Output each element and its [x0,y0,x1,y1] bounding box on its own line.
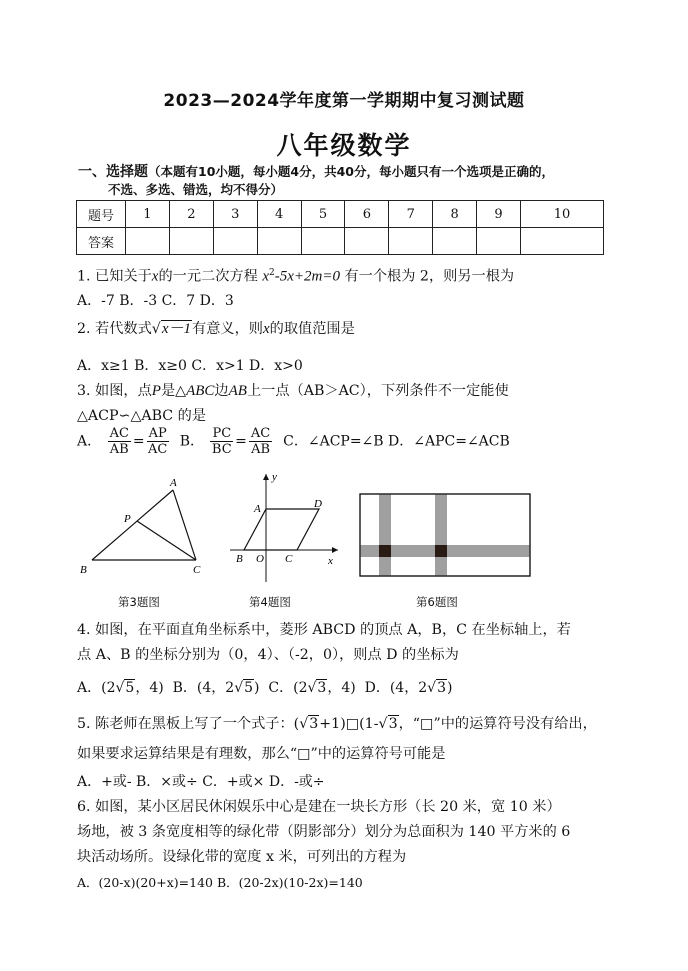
label-y: y [272,471,277,483]
section-note-line2-wrap [108,180,283,198]
question-6-line2: 场地，被 3 条宽度相等的绿化带（阴影部分）划分为总面积为 140 平方米的 6 [77,824,571,840]
q4-option-c: C．(2 [268,680,308,696]
radicand: 3 [388,716,398,732]
label-a: A [254,503,261,515]
q3-option-b-label: B． [179,433,204,450]
q4-option-b: B．(4，2 [172,680,235,696]
label-d: D [314,498,322,510]
q1-eq-b: -5x+2m=0 [274,268,340,285]
q5-options: A．+或- B．×或÷ C．+或× D．-或÷ [77,774,325,790]
answer-cell[interactable] [345,228,389,255]
numerator: AC [109,426,129,441]
answer-cell[interactable] [213,228,257,255]
question-1 [77,263,514,287]
question-number-label: 题号 [77,201,126,228]
q4-option-d: D．(4，2 [364,680,428,696]
q2-var: x [262,321,270,337]
answer-table-answer-row [77,228,604,255]
question-number: 1 [126,201,170,228]
denominator: AB [109,442,129,457]
answer-cell[interactable] [433,228,477,255]
q3-text-edge: 边 [214,383,229,399]
question-5-line1: 5. 陈老师在黑板上写了一个式子：(√3+1)□(1-√3，“□”中的运算符号没有给出， [77,716,597,732]
q4-option-b-end: ) [254,680,260,696]
q2-options: A．x≥1 B．x≥0 C．x>1 D．x>0 [77,358,303,374]
q1-eq-a: x [262,268,269,285]
answer-cell[interactable] [477,228,521,255]
q3-text-mid: 是△ [160,383,187,399]
q2-text-post: 的取值范围是 [269,321,355,337]
q3-side-ab: AB [228,383,247,399]
subject-title: 八年级数学 [276,131,412,160]
figure-6-field [358,492,532,580]
answer-table-number-row [77,201,604,228]
numerator: AP [148,426,167,441]
radicand: 3 [317,680,327,696]
denominator: AC [148,442,168,457]
figure-4-caption: 第4题图 [249,595,291,609]
label-p: P [124,513,131,525]
denominator: AB [251,442,271,457]
radicand: 3 [437,680,446,696]
question-number: 7 [389,201,433,228]
section-title: 一、选择题 [78,164,148,180]
q3-options-cd: C．∠ACP=∠B D．∠APC=∠ACB [283,433,510,450]
q3-point-p: P [151,383,161,399]
q4-option-c-end: ，4) [327,680,356,696]
answer-cell[interactable] [521,228,604,255]
numerator: AC [250,426,271,441]
answer-cell[interactable] [301,228,345,255]
q5-text-post: ，“□”中的运算符号没有给出， [398,716,597,732]
question-number: 2 [169,201,213,228]
q4-option-d-end: ) [446,680,453,696]
label-c: C [285,553,293,565]
q2-text-mid: 有意义，则 [192,321,263,337]
label-x: x [328,555,333,567]
answer-cell[interactable] [389,228,433,255]
section-note-line1: （本题有10小题，每小题4分，共40分，每小题只有一个选项是正确的， [148,164,554,179]
question-3-line1 [77,381,509,401]
section-note-line2: 不选、多选、错选，均不得分） [108,182,284,197]
question-5-line2: 如果要求运算结果是有理数，那么“□”中的运算符号可能是 [77,746,446,762]
q5-text-pre: 5. 陈老师在黑板上写了一个式子：( [77,716,300,732]
q3-triangle-abc: ABC [186,383,215,399]
label-o: O [256,553,264,565]
question-3-line2: △ACP∽△ABC 的是 [77,408,207,424]
question-2: 2. 若代数式√x－1有意义，则x的取值范围是 [77,321,355,337]
question-number: 10 [521,201,604,228]
answer-label: 答案 [77,228,126,255]
radicand: 5 [125,680,135,696]
q1-eq-sup: 2 [268,268,275,278]
question-6-line3: 块活动场所。设绿化带的宽度 x 米，可列出的方程为 [77,849,407,865]
q3-text-post: 上一点（AB＞AC），下列条件不一定能使 [246,383,509,399]
exam-title: 2023—2024学年度第一学期期中复习测试题 [163,91,525,111]
figure-3-triangle [78,476,208,580]
label-a: A [170,477,177,489]
q1-text-pre: 1. 已知关于 [77,268,152,285]
question-number: 4 [257,201,301,228]
question-number: 6 [345,201,389,228]
q6-options: A．(20-x)(20+x)=140 B．(20-2x)(10-2x)=140 [77,875,363,890]
radicand: 5 [244,680,254,696]
answer-cell[interactable] [257,228,301,255]
fraction [210,426,233,457]
fraction [249,426,272,457]
fraction [108,426,131,457]
q4-option-a: A．(2 [77,680,116,696]
question-number: 9 [477,201,521,228]
label-b: B [236,553,243,565]
q3-options: A． $\frac{AC}{AB}$ = $\frac{AP}{AC}$ B． $\frac{PC}{BC}$ = $\frac{AC}{AB}$ C．∠ACP=∠B D．∠APC=∠ACB [77,426,510,457]
radicand: 3 [309,716,319,732]
q4-options: A．(2√5，4) B．(4，2√5) C．(2√3，4) D．(4，2√3) [77,680,453,696]
q1-var: x [151,268,159,285]
q1-text-mid: 的一元二次方程 [158,268,258,285]
q1-options: A．-7 B．-3 C．7 D．3 [77,293,234,309]
question-4-line1: 4. 如图，在平面直角坐标系中，菱形 ABCD 的顶点 A，B，C 在坐标轴上，若 [77,622,571,638]
question-4-line2: 点 A、B 的坐标分别为（0，4）、（-2，0），则点 D 的坐标为 [77,647,459,663]
figure-4-rhombus [228,470,343,585]
q1-text-post: 有一个根为 2，则另一根为 [344,268,515,285]
answer-table [76,200,604,255]
q2-text-pre: 2. 若代数式 [77,321,152,337]
answer-cell[interactable] [126,228,170,255]
label-c: C [193,564,201,576]
answer-cell[interactable] [169,228,213,255]
question-number: 8 [433,201,477,228]
label-b: B [80,564,87,576]
question-number: 5 [301,201,345,228]
q4-option-a-end: ，4) [135,680,164,696]
question-6-line1: 6. 如图，某小区居民休闲娱乐中心是建在一块长方形（长 20 米，宽 10 米） [77,799,561,815]
q3-text-pre: 3. 如图，点 [77,383,152,399]
denominator: BC [211,442,232,457]
figure-6-caption: 第6题图 [416,595,458,609]
section-heading [78,161,554,181]
figure-3-caption: 第3题图 [118,595,160,609]
numerator: PC [212,426,232,441]
q3-option-a-label: A． [77,433,102,450]
q2-radicand: x－1 [161,321,192,337]
fraction [147,426,169,457]
q5-text-mid: +1)□(1- [319,716,379,732]
question-number: 3 [213,201,257,228]
